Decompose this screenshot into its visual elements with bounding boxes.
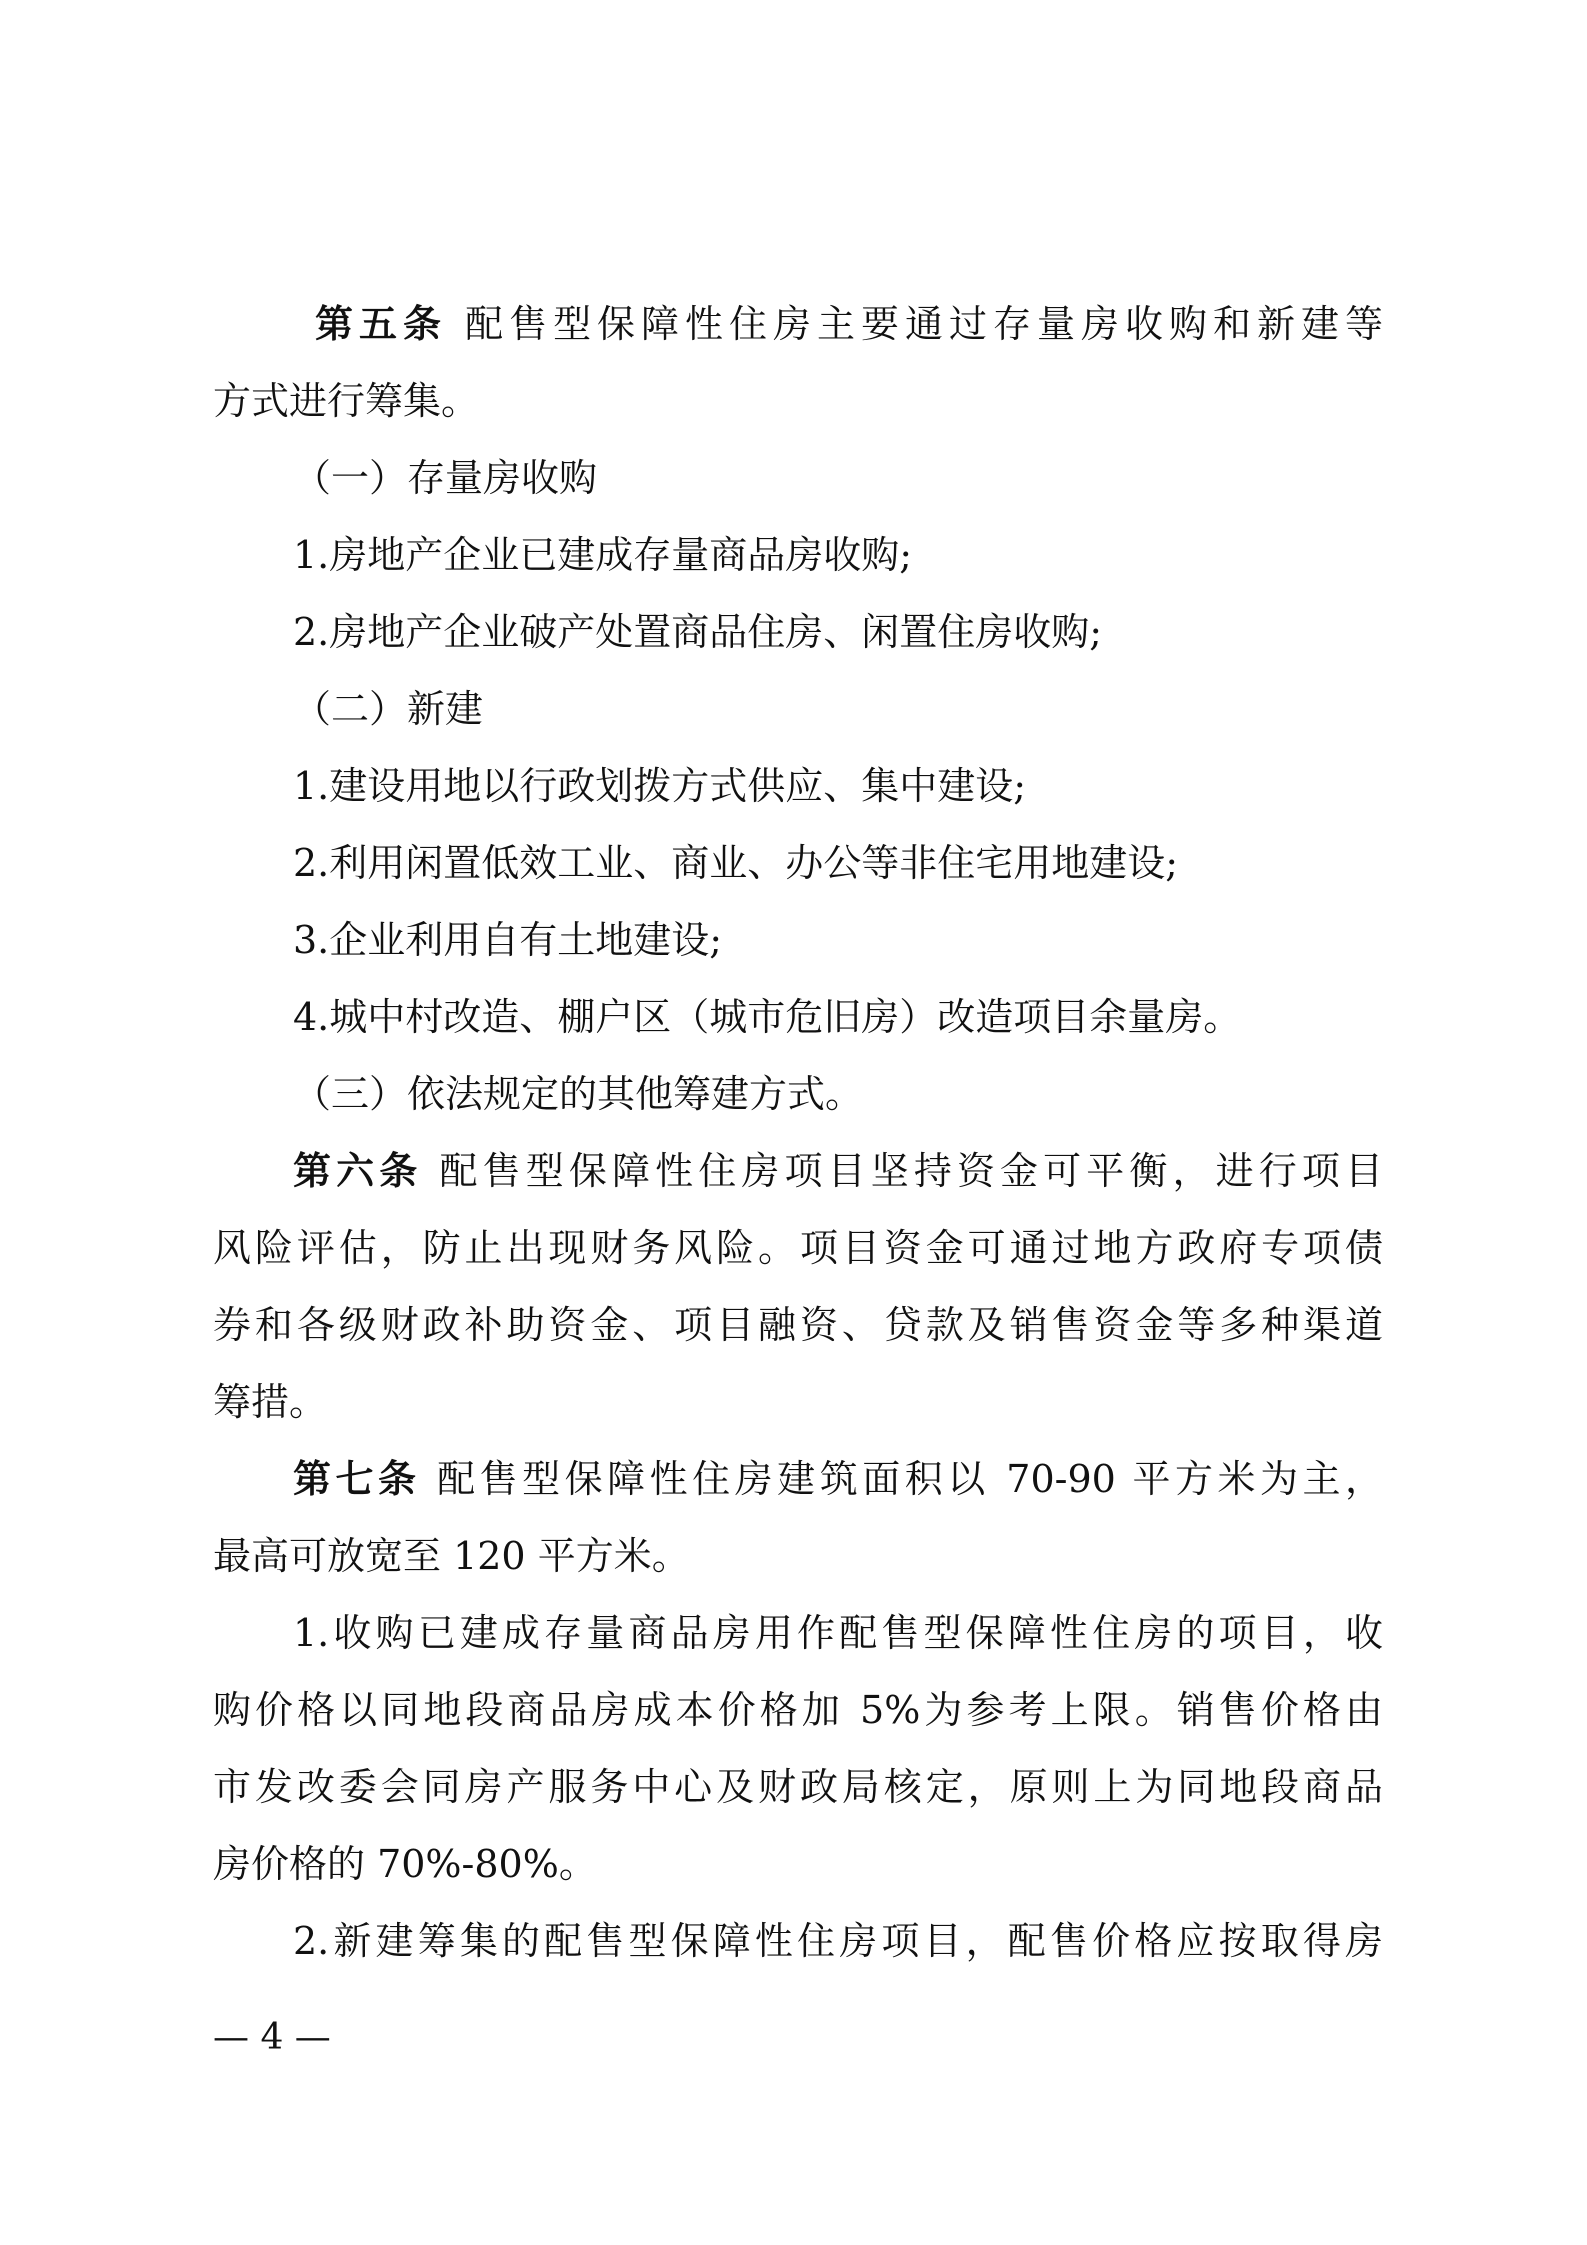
paragraph-line: [213, 1287, 1383, 1364]
paragraph-line: [213, 1518, 1383, 1595]
paragraph-line: [213, 902, 1383, 979]
paragraph-line: [213, 1749, 1383, 1826]
article-heading: 第六条: [293, 1149, 423, 1193]
line-text: 最高可放宽至 120 平方米。: [213, 1534, 690, 1578]
line-text: 1.建设用地以行政划拨方式供应、集中建设;: [293, 764, 1027, 808]
line-text: 2.房地产企业破产处置商品住房、闲置住房收购;: [293, 610, 1103, 654]
line-text: 市发改委会同房产服务中心及财政局核定，原则上为同地段商品: [213, 1765, 1383, 1809]
paragraph-line: [213, 979, 1383, 1056]
paragraph-line: [213, 825, 1383, 902]
line-text: 配售型保障性住房主要通过存量房收购和新建等: [447, 302, 1383, 346]
line-text: 2.利用闲置低效工业、商业、办公等非住宅用地建设;: [293, 841, 1179, 885]
paragraph-line: [213, 517, 1383, 594]
line-text: 配售型保障性住房建筑面积以 70-90 平方米为主，: [420, 1457, 1383, 1501]
paragraph-line: [213, 748, 1383, 825]
line-text: 房价格的 70%-80%。: [213, 1842, 597, 1886]
paragraph-line: [213, 286, 1383, 363]
line-text: （三）依法规定的其他筹建方式。: [293, 1072, 864, 1116]
paragraph-line: [213, 1903, 1383, 1980]
paragraph-line: [213, 594, 1383, 671]
paragraph-line: [213, 440, 1383, 517]
paragraph-line: [213, 1133, 1383, 1210]
line-text: 券和各级财政补助资金、项目融资、贷款及销售资金等多种渠道: [213, 1303, 1383, 1347]
line-text: 1.房地产企业已建成存量商品房收购;: [293, 533, 913, 577]
line-text: （一）存量房收购: [293, 456, 598, 500]
paragraph-line: [213, 1595, 1383, 1672]
paragraph-line: [213, 1826, 1383, 1903]
line-text: 筹措。: [213, 1380, 328, 1424]
line-text: 2.新建筹集的配售型保障性住房项目，配售价格应按取得房: [293, 1919, 1383, 1963]
paragraph-line: [213, 1364, 1383, 1441]
line-text: 方式进行筹集。: [213, 379, 480, 423]
paragraph-line: [213, 1672, 1383, 1749]
page-number: — 4 —: [213, 2017, 331, 2058]
paragraph-line: [213, 1441, 1383, 1518]
line-text: 风险评估，防止出现财务风险。项目资金可通过地方政府专项债: [213, 1226, 1383, 1270]
paragraph-line: [213, 671, 1383, 748]
line-text: （二）新建: [293, 687, 484, 731]
article-heading: 第七条: [293, 1457, 421, 1501]
paragraph-line: [213, 1056, 1383, 1133]
line-text: 1.收购已建成存量商品房用作配售型保障性住房的项目，收: [293, 1611, 1383, 1655]
line-text: 购价格以同地段商品房成本价格加 5%为参考上限。销售价格由: [213, 1688, 1383, 1732]
paragraph-line: [213, 363, 1383, 440]
line-text: 3.企业利用自有土地建设;: [293, 918, 723, 962]
document-body: [213, 286, 1383, 1980]
line-text: 4.城中村改造、棚户区（城市危旧房）改造项目余量房。: [293, 995, 1242, 1039]
line-text: 配售型保障性住房项目坚持资金可平衡，进行项目: [422, 1149, 1383, 1193]
article-heading: 第五条: [315, 302, 447, 346]
paragraph-line: [213, 1210, 1383, 1287]
